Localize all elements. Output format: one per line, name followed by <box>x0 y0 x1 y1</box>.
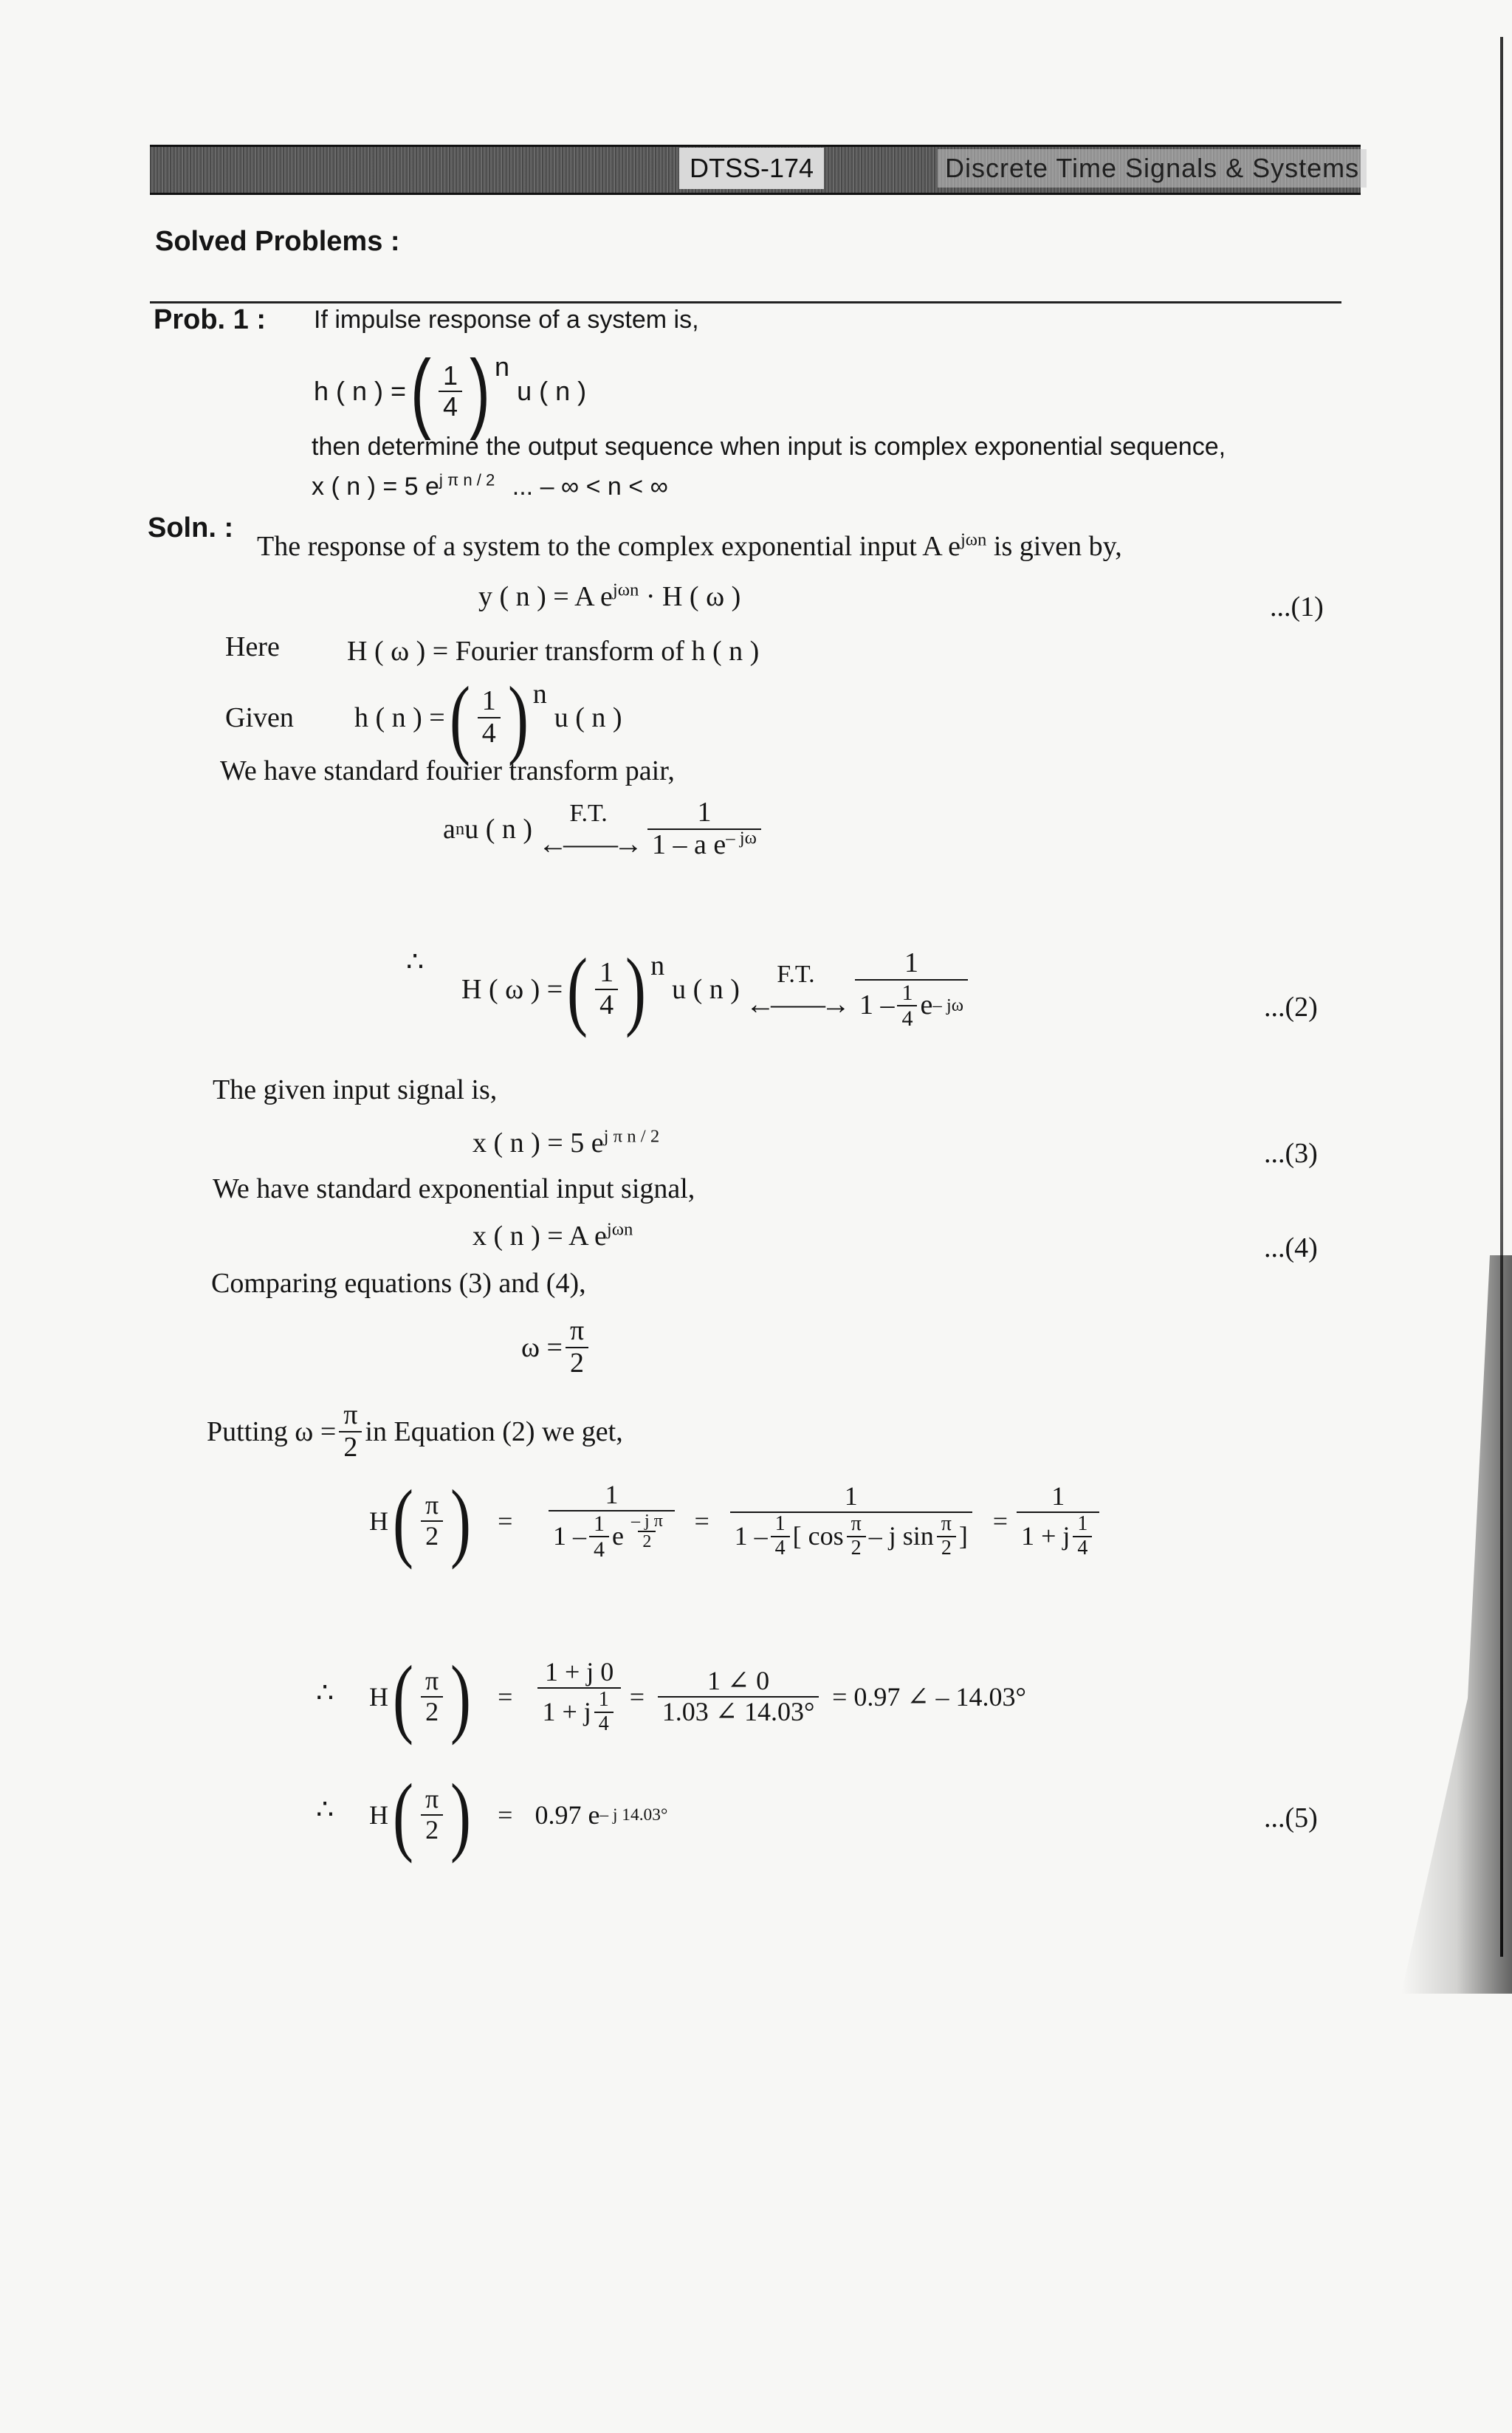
omega-eq: ω = $\frac{\pi}{2}$ <box>521 1316 591 1379</box>
eq3: x ( n ) = 5 $e^{j \pi n / 2}$ <box>472 1126 660 1159</box>
eq2-tag: ...(2) <box>1264 992 1318 1023</box>
problem-statement: If impulse response of a system is, <box>314 306 699 334</box>
given-label: Given <box>225 702 294 733</box>
solution-label: Soln. : <box>148 512 234 543</box>
section-rule <box>150 301 1341 303</box>
problem-then-text: then determine the output sequence when input is complex exponential sequence, <box>312 433 1226 461</box>
header-book-title: Discrete Time Signals & Systems <box>938 149 1367 188</box>
eq3-tag: ...(3) <box>1264 1138 1318 1169</box>
u-n: u ( n ) <box>517 376 587 406</box>
here-text: H ( ω ) = Fourier transform of h ( n ) <box>347 636 760 667</box>
eq1-tag: ...(1) <box>1270 591 1324 622</box>
eq1: y ( n ) = A $e^{j\omega n} \cdot H$ ( ω ) <box>478 580 741 612</box>
solution-intro: The response of a system to the complex exponential input A $e^{j\omega n}$ is given by, <box>257 529 1122 562</box>
problem-input-seq: x ( n ) = 5 $e^{j \pi n / 2}$ ... – ∞ < n < ∞ <box>312 470 668 501</box>
frac-den: 4 <box>439 391 462 422</box>
eq4: x ( n ) = A $e^{j\omega n}$ <box>472 1219 633 1252</box>
header-page-code: DTSS-174 <box>679 148 824 189</box>
paren-left: ( <box>410 342 432 441</box>
arrow-icon: ←——→ <box>745 987 846 1021</box>
eq2: H ( ω ) = ( $\frac{1}{4}$ ) n u ( n ) F.T. ←——→ 1 1 – $\frac{1}{4}$ e – jω <box>461 945 971 1034</box>
arrow-icon: ←——→ <box>538 827 639 861</box>
h3-therefore: ∴ <box>316 1794 334 1825</box>
h2-therefore: ∴ <box>316 1678 334 1709</box>
problem-label: Prob. 1 : <box>154 304 267 335</box>
paren-right: ) <box>470 342 491 441</box>
eq2-therefore: ∴ <box>406 947 425 978</box>
h-pi2-eq3: H ( $\frac{\pi}{2}$ ) = 0.97 e – j 14.03° <box>369 1765 668 1864</box>
section-heading: Solved Problems : <box>155 226 400 257</box>
exp-n: n <box>495 351 510 382</box>
std-input-text: We have standard exponential input signal, <box>213 1173 695 1204</box>
eq5-tag: ...(5) <box>1264 1802 1318 1833</box>
page-edge-shadow <box>1401 1255 1512 1994</box>
eq4-tag: ...(4) <box>1264 1232 1318 1263</box>
putting-line: Putting ω = $\frac{\pi}{2}$ in Equation (2) we get, <box>207 1399 623 1463</box>
h-lhs: h ( n ) = <box>314 376 407 406</box>
pair-text: We have standard fourier transform pair, <box>220 755 675 786</box>
problem-impulse-eq <box>314 342 587 441</box>
given-eq: h ( n ) = ( $\frac{1}{4}$ ) n u ( n ) <box>354 668 622 766</box>
here-label: Here <box>225 631 280 662</box>
input-text: The given input signal is, <box>213 1074 498 1105</box>
ft-pair: a n u ( n ) F.T. ←——→ $\frac{1}{1 - a e^{- j\omega}}$ <box>443 797 764 861</box>
h-pi2-eq2: H ( $\frac{\pi}{2}$ ) = 1 + j 0 1 + j $\frac{1}{4}$ = $\frac{1 \angle 0}{1.03 \angle 14.03^\circ}$ = 0.97 ∠ – 14.03° <box>369 1647 1026 1746</box>
frac-num: 1 <box>443 360 458 391</box>
compare-text: Comparing equations (3) and (4), <box>211 1268 586 1299</box>
h-pi2-eq1: H ( $\frac{\pi}{2}$ ) = 1 1 – $\frac{1}{4}$ e $\frac{\text{– j π}}{2}$ = 1 1 – $\frac{1}{4}$ [ cos $\frac{\pi}{2}$ – j sin $\frac{\pi}{2}$ ] = 1 1 + j $\frac{1}{4}$ <box>369 1477 1102 1565</box>
